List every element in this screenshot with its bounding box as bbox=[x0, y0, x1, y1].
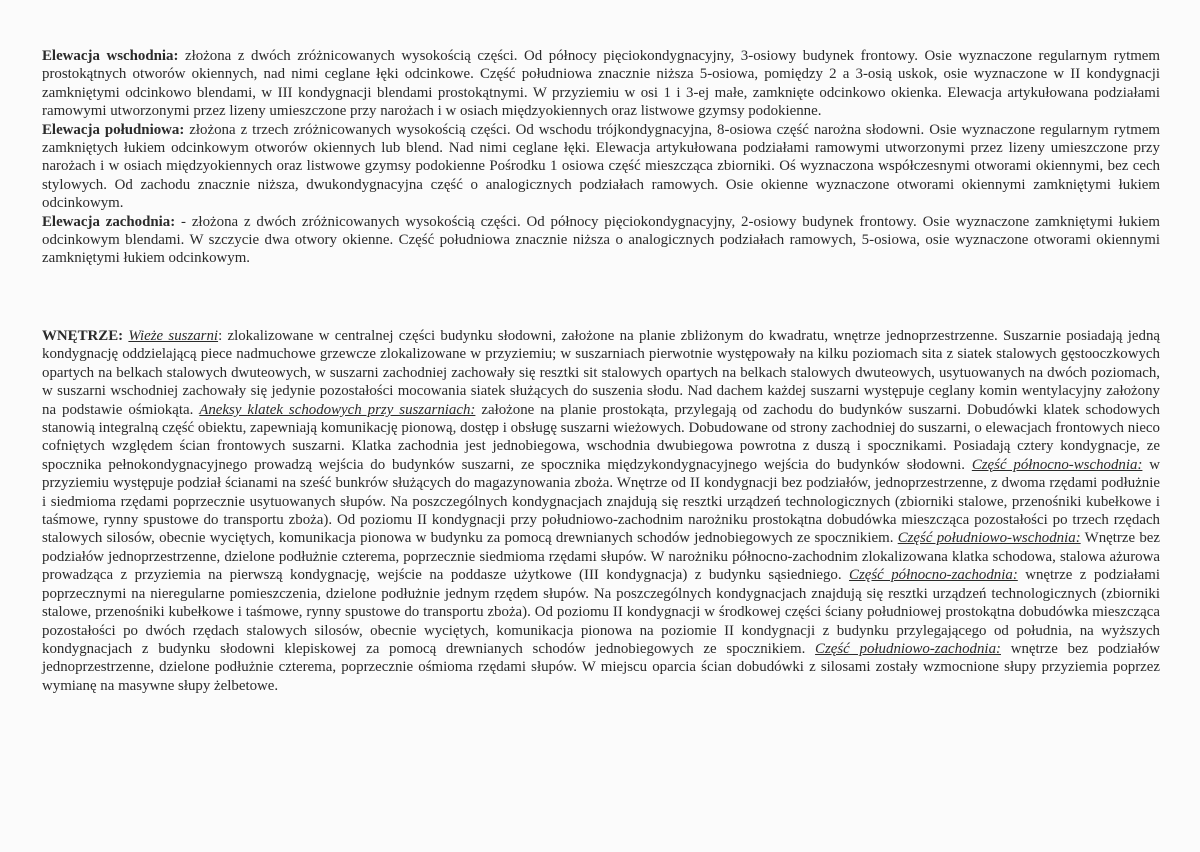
stair-annexes-term: Aneksy klatek schodowych przy suszarniach: bbox=[199, 401, 476, 418]
interior-paragraph bbox=[42, 327, 1160, 695]
north-west-part-text: wnętrze z podziałami poprzecznymi na nieregularne pomieszczenia, dzielone podłużnie jednym rzędem słupów. Na poszczególnych kondygnacjach znajdują się resztki urządzeń technologicznych (zbiorniki stalowe, przenośniki kubełkowe i taśmowe, rynny spustowe do transportu zboża). Od poziomu II kondygnacji w środkowej części ściany południowej prostokątna dobudówka mieszcząca pozostałości po dwóch rzędach stalowych silosów, obecnie wyciętych, komunikacja pionowa na poziomie II kondygnacji z budynku przylegającego od południa, na wyższych kondygnacjach z budynku słodowni klepiskowej za pomocą drewnianych schodów jednobiegowych ze spocznikiem. bbox=[42, 567, 1160, 657]
south-west-part-text: wnętrze bez podziałów jednoprzestrzenne, dzielone podłużnie czterema, poprzecznie ośmioma rzędami słupów. W miejscu oparcia ścian dobudówki z silosami zostały wzmocnione słupy przyziemia poprzez wymianę na masywne słupy żelbetowe. bbox=[42, 640, 1160, 694]
south-west-part-term: Część południowo-zachodnia: bbox=[815, 640, 1001, 657]
west-elevation-text: - złożona z dwóch zróżnicowanych wysokością części. Od północy pięciokondygnacyjny, 2-osiowy budynek frontowy. Osie wyznaczone zamkniętymi łukiem odcinkowym blendami. W szczycie dwa otwory okienne. Część południowa znacznie niższa o analogicznych podziałach ramowych, 5-osiowa, osie wyznaczone otworami okiennymi zamkniętymi łukiem odcinkowym. bbox=[42, 213, 1161, 267]
south-elevation-paragraph bbox=[42, 121, 1160, 213]
west-elevation-heading: Elewacja zachodnia: bbox=[42, 213, 176, 230]
south-elevation-text: złożona z trzech zróżnicowanych wysokością części. Od wschodu trójkondygnacyjna, 8-osiowa część narożna słodowni. Osie wyznaczone regularnym rytmem zamkniętych łukiem odcinkowym otworów okiennych lub blend. Nad nimi ceglane łęki. Elewacja artykułowana podziałami ramowymi utworzonymi przez lizeny umieszczone przy narożach i w osiach międzyokiennych oraz listwowe gzymsy podokienne Pośrodku 1 osiowa część mieszcząca zbiorniki. Oś wyznaczona współczesnymi otworami okiennymi, bez cech stylowych. Od zachodu znacznie niższa, dwukondygnacyjna część o analogicznych podziałach ramowych. Osie okienne wyznaczone otworami okiennymi zamkniętymi łukiem odcinkowym. bbox=[42, 121, 1161, 212]
elevations-section bbox=[42, 47, 1160, 268]
south-elevation-heading: Elewacja południowa: bbox=[42, 121, 185, 138]
stair-annexes-text: założone na planie prostokąta, przylegają od zachodu do budynków suszarni. Dobudówki klatek schodowych stanowią integralną część obiektu, zapewniają komunikację pionową, dostęp i obsługę suszarni wieżowych. Dobudowane od strony zachodniej do suszarni, o elewacjach frontowych nieco cofniętych względem ścian frontowych suszarni. Klatka zachodnia jest jednobiegowa, wschodnia dwubiegowa powrotna z duszą i spocznikami. Posiadają cztery kondygnacje, ze spocznika pełnokondygnacyjnego prowadzą wejścia do budynków suszarni, ze spocznika międzykondygnacyjnego wejścia do budynków słodowni. bbox=[42, 401, 1160, 473]
interior-heading: WNĘTRZE: bbox=[42, 328, 124, 344]
drying-towers-text: : zlokalizowane w centralnej części budynku słodowni, założone na planie zbliżonym do kwadratu, wnętrze jednoprzestrzenne. Suszarnie posiadają jedną kondygnację oddzielającą piece nadmuchowe grzewcze zlokalizowane w przyziemiu; w suszarniach pierwotnie występowały na kilku poziomach sita z siatek stalowych gęstooczkowych opartych na belkach stalowych dwuteowych, w suszarni zachodniej zachowały się resztki sit stalowych opartych na belkach stalowych dwuteowych, usytuowanych na dwóch poziomach, w suszarni wschodniej zachowały się jedynie pozostałości mocowania siatek służących do suszenia słodu. Nad dachem każdej suszarni występuje ceglany komin wentylacyjny założony na podstawie ośmiokąta. bbox=[42, 328, 1160, 418]
west-elevation-paragraph bbox=[42, 213, 1160, 268]
north-west-part-term: Część północno-zachodnia: bbox=[849, 567, 1018, 584]
east-elevation-heading: Elewacja wschodnia: bbox=[42, 48, 179, 64]
south-east-part-text: Wnętrze bez podziałów jednoprzestrzenne, dzielone podłużnie czterema, poprzecznie siedmioma rzędami słupów. W narożniku północno-zachodnim zlokalizowana klatka schodowa, stalowa ażurowa prowadząca z przyziemia na pierwszą kondygnację, wejście na poddasze użytkowe (III kondygnacja) z budynku sąsiedniego. bbox=[42, 530, 1161, 584]
east-elevation-paragraph bbox=[42, 47, 1160, 121]
east-elevation-text: złożona z dwóch zróżnicowanych wysokością części. Od północy pięciokondygnacyjny, 3-osiowy budynek frontowy. Osie wyznaczone regularnym rytmem prostokątnych otworów okiennych, nad nimi ceglane łęki odcinkowe. Część południowa znacznie niższa 5-osiowa, pomiędzy 2 a 3-osią uskok, osie wyznaczone w II kondygnacji zamkniętymi odcinkowo blendami, w III kondygnacji blendami prostokątnymi. W przyziemiu w osi 1 i 3-ej małe, zamknięte odcinkowo okienka. Elewacja artykułowana podziałami ramowymi utworzonymi przez lizeny umieszczone przy narożach i w osiach międzyokiennych oraz listwowe gzymsy podokienne. bbox=[42, 48, 1160, 120]
interior-section bbox=[42, 327, 1160, 695]
drying-towers-term: Wieże suszarni bbox=[128, 328, 219, 344]
south-east-part-term: Część południowo-wschodnia: bbox=[897, 530, 1081, 547]
north-east-part-text: w przyziemiu występuje podział ścianami na sześć bunkrów służących do magazynowania zboża. Wnętrze od II kondygnacji bez podziałów, jednoprzestrzenne, z dwoma rzędami podłużnie i siedmioma rzędami poprzecznie usytuowanych słupów. Na poszczególnych kondygnacjach znajdują się resztki urządzeń technologicznych (zbiorniki stalowe, przenośniki kubełkowe i taśmowe, rynny spustowe do transportu zboża). Od poziomu II kondygnacji przy południowo-zachodnim narożniku prostokątna dobudówka mieszcząca pozostałości po trzech rzędach stalowych silosów, obecnie wyciętych, komunikacja pionowa w budynku za pomocą drewnianych schodów jednobiegowych ze spocznikiem. bbox=[42, 456, 1160, 547]
north-east-part-term: Część północno-wschodnia: bbox=[971, 456, 1143, 473]
